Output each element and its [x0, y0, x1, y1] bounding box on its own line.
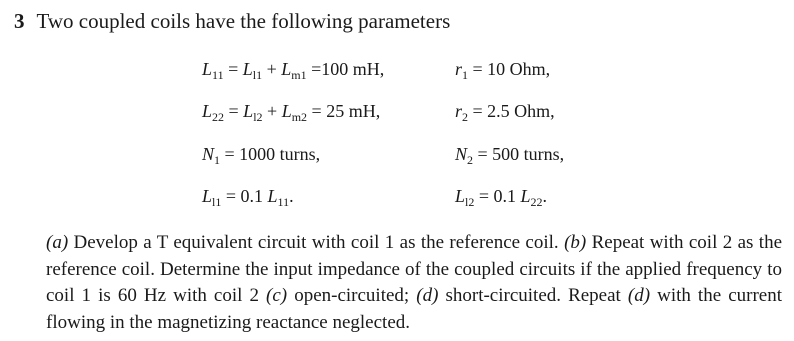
problem-number: 3: [14, 9, 25, 33]
problem-header: [14, 8, 450, 34]
param-r2: $r_2 = 2.5$ Ohm,: [455, 101, 555, 124]
param-n1: $N_1 = 1000$ turns,: [202, 144, 321, 167]
param-ll1: $L_{l1} = 0.1$ $L_{11}$.: [202, 186, 294, 209]
param-l11: $L_{11} = L_{l1} + L_{m1} =100$ mH,: [202, 59, 385, 82]
param-r1: $r_1 = 10$ Ohm,: [455, 59, 551, 82]
param-ll2: $L_{l2} = 0.1$ $L_{22}$.: [455, 186, 548, 209]
part-d-ref-label: (d): [627, 285, 651, 306]
part-a-label: (a): [46, 232, 69, 253]
param-l22: $L_{22} = L_{l2} + L_{m2} = 25$ mH,: [202, 101, 381, 124]
part-c-label: (c): [266, 285, 288, 306]
param-n2: $N_2 = 500$ turns,: [455, 144, 565, 167]
question-text: (a) Develop a T equivalent circuit with coil 1 as the reference coil. (b) Repeat with coil 2 as the reference coil. Determine the input impedance of the coupled circuits if the applied frequency to coil 1 is 60 Hz with coil 2 (c) open-circuited; (d) short-circuited. Repeat (d) with the current flowing in the magnetizing reactance neglected.: [46, 232, 783, 333]
problem-title: Two coupled coils have the following parameters: [36, 9, 451, 33]
part-d-label: (d): [416, 285, 439, 306]
part-b-label: (b): [564, 232, 587, 253]
